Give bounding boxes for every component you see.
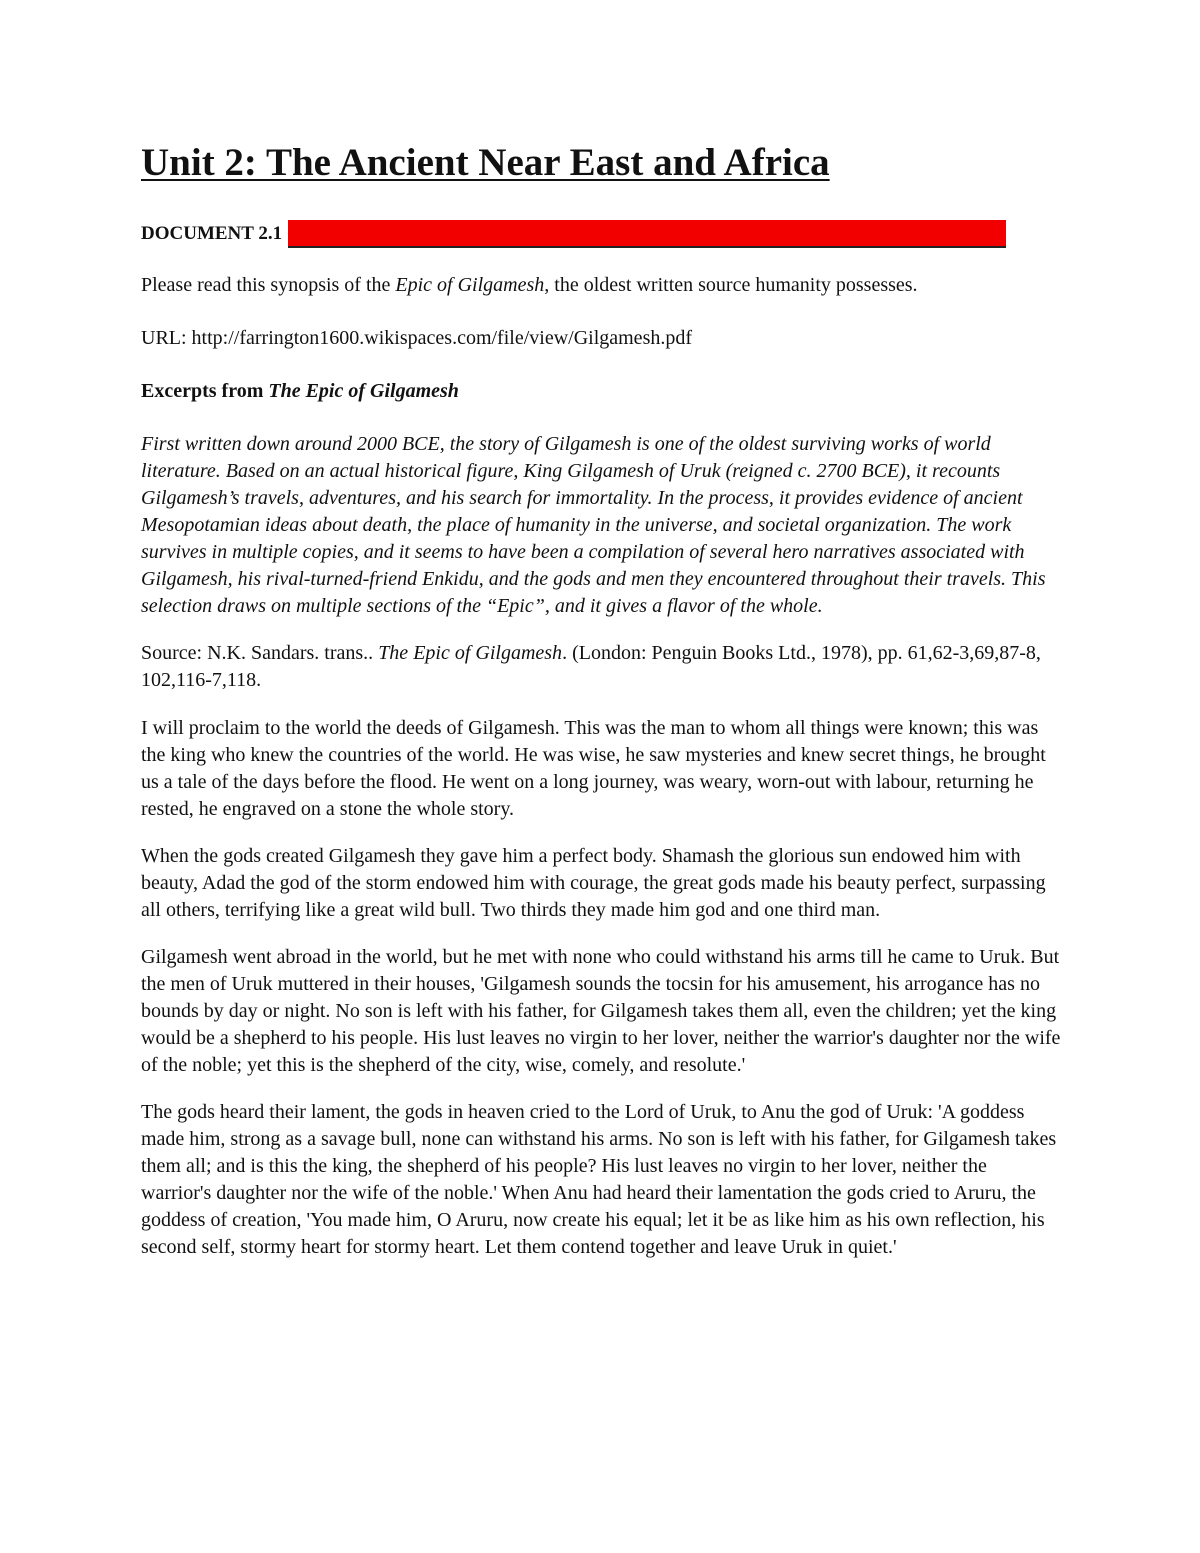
source-citation [141,640,1061,694]
excerpts-heading-title: The Epic of Gilgamesh [268,380,459,402]
excerpts-heading [141,378,1061,405]
source-url-line: URL: http://farrington1600.wikispaces.com/file/view/Gilgamesh.pdf [141,327,693,349]
intro-paragraph [141,272,1061,299]
source-title: The Epic of Gilgamesh [378,642,563,664]
excerpts-heading-prefix: Excerpts from [141,380,269,402]
document-label-row [141,218,1061,250]
document-number-label: DOCUMENT 2.1 [141,223,283,244]
document-page [141,138,1061,1281]
source-suffix: . (London: Penguin Books Ltd., 1978), pp. 61,62-3,69,87-8, 102,116-7,118. [141,642,1041,691]
intro-epic-title: Epic of Gilgamesh [395,274,545,296]
excerpt-paragraph-1: I will proclaim to the world the deeds of Gilgamesh. This was the man to whom all things were known; this was the king who knew the countries of the world. He was wise, he saw mysteries and knew secret things, he brought us a tale of the days before the flood. He went on a long journey, was weary, worn-out with labour, returning he rested, he engraved on a stone the whole story. [141,717,1046,820]
red-highlight-bar [288,220,1006,248]
intro-text-before: Please read this synopsis of the [141,274,396,296]
summary-paragraph: First written down around 2000 BCE, the story of Gilgamesh is one of the oldest surviving works of world literature. Based on an actual historical figure, King Gilgamesh of Uruk (reigned c. 2700 BCE), it recounts Gilgamesh’s travels, adventures, and his search for immortality. In the process, it provides evidence of ancient Mesopotamian ideas about death, the place of humanity in the universe, and societal organization. The work survives in multiple copies, and it seems to have been a compilation of several hero narratives associated with Gilgamesh, his rival-turned-friend Enkidu, and the gods and men they encountered throughout their travels. This selection draws on multiple sections of the “Epic”, and it gives a flavor of the whole. [141,433,1046,617]
intro-text-after: , the oldest written source humanity possesses. [544,274,918,296]
excerpt-paragraph-2: When the gods created Gilgamesh they gave him a perfect body. Shamash the glorious sun endowed him with beauty, Adad the god of the storm endowed him with courage, the great gods made his beauty perfect, surpassing all others, terrifying like a great wild bull. Two thirds they made him god and one third man. [141,845,1046,921]
page-title: Unit 2: The Ancient Near East and Africa [141,141,830,184]
source-prefix: Source: N.K. Sandars. trans.. [141,642,379,664]
excerpt-paragraph-4: The gods heard their lament, the gods in heaven cried to the Lord of Uruk, to Anu the god of Uruk: 'A goddess made him, strong as a savage bull, none can withstand his arms. No son is left with his father, for Gilgamesh takes them all; and is this the king, the shepherd of his people? His lust leaves no virgin to her lover, neither the warrior's daughter nor the wife of the noble.' When Anu had heard their lamentation the gods cried to Aruru, the goddess of creation, 'You made him, O Aruru, now create his equal; let it be as like him as his own reflection, his second self, stormy heart for stormy heart. Let them contend together and leave Uruk in quiet.' [141,1101,1057,1258]
excerpt-paragraph-3: Gilgamesh went abroad in the world, but he met with none who could withstand his arms till he came to Uruk. But the men of Uruk muttered in their houses, 'Gilgamesh sounds the tocsin for his amusement, his arrogance has no bounds by day or night. No son is left with his father, for Gilgamesh takes them all, even the children; yet the king would be a shepherd to his people. His lust leaves no virgin to her lover, neither the warrior's daughter nor the wife of the noble; yet this is the shepherd of the city, wise, comely, and resolute.' [141,946,1061,1076]
